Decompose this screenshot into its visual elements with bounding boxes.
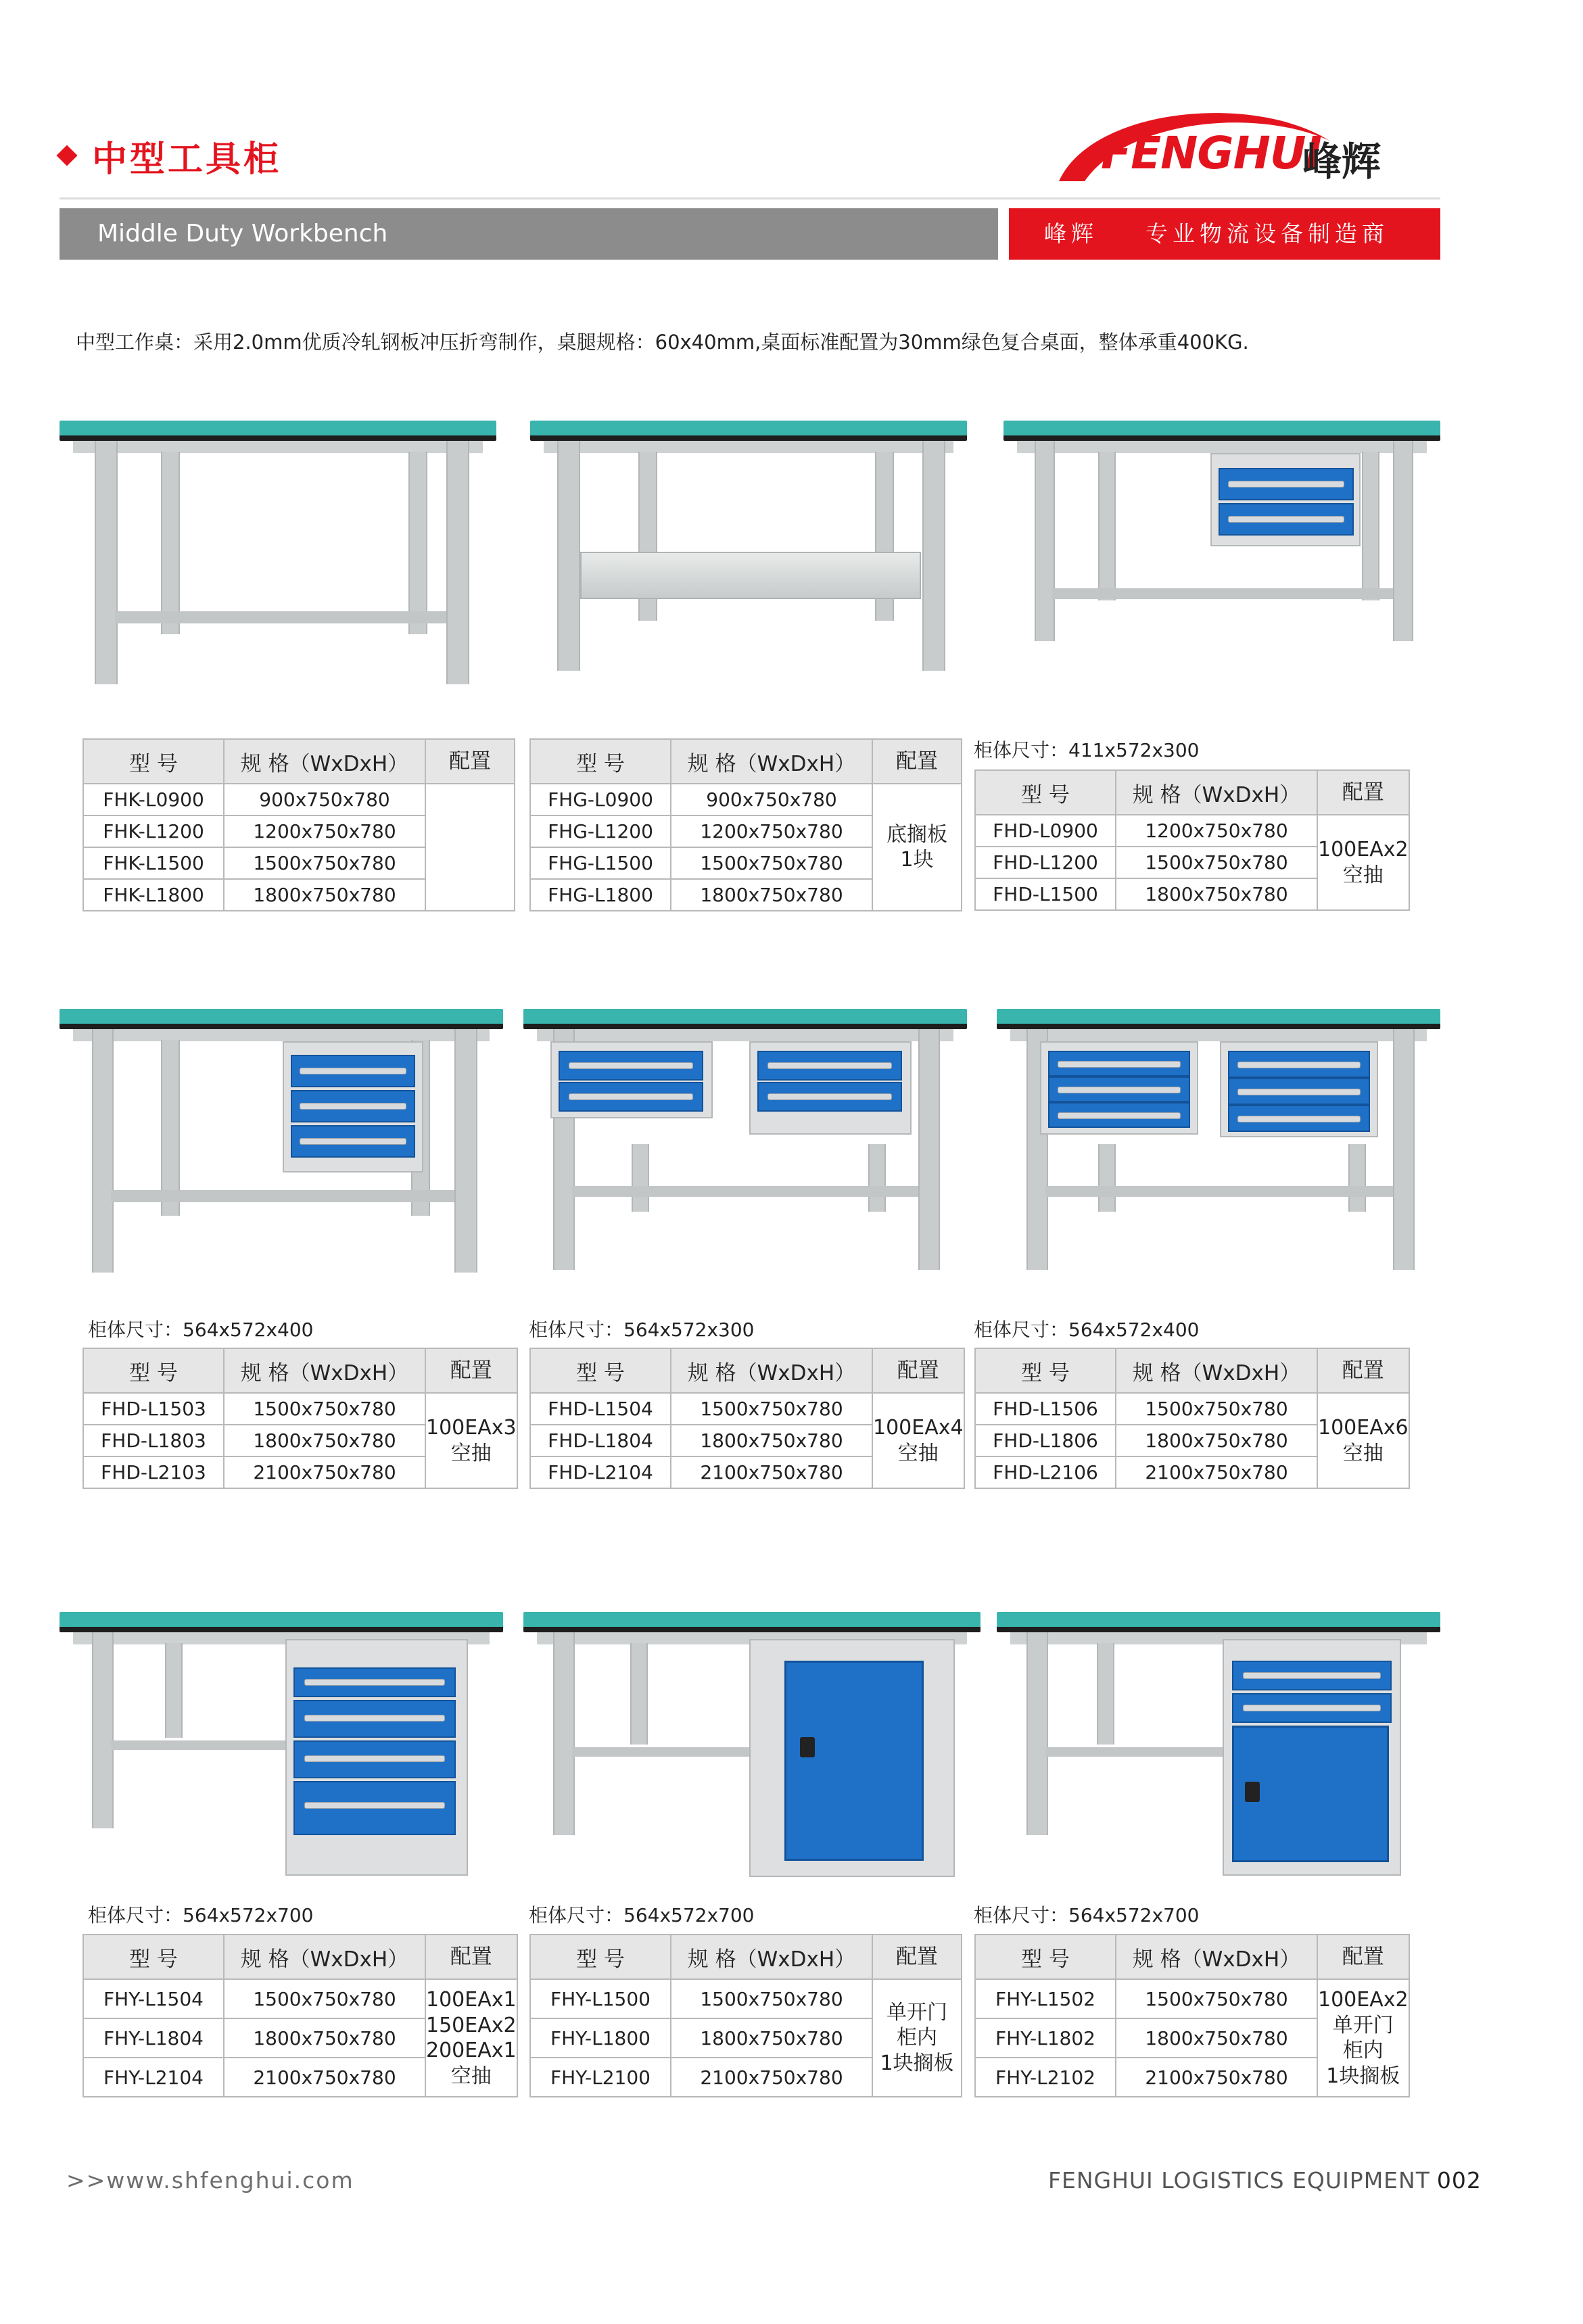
model-cell: FHG-L1200 <box>530 815 671 847</box>
bench-image-6drawers <box>997 1009 1440 1278</box>
model-cell: FHD-L1804 <box>530 1425 671 1456</box>
model-cell: FHD-L2104 <box>530 1456 671 1488</box>
spec-cell: 1800x750x780 <box>671 1425 872 1456</box>
spec-table-fhg <box>529 738 962 911</box>
header-model: 型 号 <box>530 1348 671 1393</box>
footer-company <box>1048 2167 1482 2193</box>
bench-image-2drawers <box>1003 421 1440 637</box>
spec-cell: 1500x750x780 <box>224 1979 425 2018</box>
config-cell: 底搁板 1块 <box>872 784 962 911</box>
config-cell <box>425 784 515 911</box>
bench-image-3drawers <box>60 1009 503 1278</box>
fenghui-logo <box>1052 100 1404 188</box>
header-model: 型 号 <box>975 1935 1116 1979</box>
cabinet-size-caption: 柜体尺寸：564x572x700 <box>529 1904 755 1926</box>
logo-wordmark: FENGHUI <box>1101 127 1321 179</box>
model-cell: FHD-L1803 <box>83 1425 224 1456</box>
model-cell: FHD-L0900 <box>975 815 1116 847</box>
cabinet-size-caption: 柜体尺寸：564x572x400 <box>88 1319 314 1341</box>
cabinet-size-caption: 柜体尺寸：564x572x700 <box>88 1904 314 1926</box>
spec-cell: 1500x750x780 <box>224 847 425 879</box>
config-cell: 100EAx2 单开门 柜内 1块搁板 <box>1317 1979 1409 2097</box>
header-divider <box>60 197 1440 199</box>
model-cell: FHY-L1804 <box>83 2018 224 2058</box>
header-config: 配置 <box>425 739 515 784</box>
model-cell: FHD-L2103 <box>83 1456 224 1488</box>
spec-cell: 1200x750x780 <box>671 815 872 847</box>
slogan-bar <box>1009 208 1440 260</box>
bench-image-cabinet-door <box>523 1612 980 1882</box>
model-cell: FHD-L1500 <box>975 878 1116 910</box>
spec-table-fhd-3 <box>82 1348 518 1489</box>
model-cell: FHK-L1200 <box>83 815 224 847</box>
section-bar <box>60 208 998 260</box>
config-cell: 100EAx3 空抽 <box>425 1393 517 1488</box>
header-model: 型 号 <box>83 1935 224 1979</box>
spec-cell: 1500x750x780 <box>224 1393 425 1425</box>
logo-chinese: 峰辉 <box>1302 139 1381 185</box>
header-config: 配置 <box>425 1935 517 1979</box>
model-cell: FHY-L2102 <box>975 2058 1116 2097</box>
spec-cell: 2100x750x780 <box>1116 2058 1317 2097</box>
header-model: 型 号 <box>530 739 671 784</box>
spec-cell: 2100x750x780 <box>224 1456 425 1488</box>
header-config: 配置 <box>872 739 962 784</box>
header-config: 配置 <box>1317 770 1409 815</box>
bench-image-cabinet-drawers-door <box>997 1612 1440 1882</box>
spec-cell: 1800x750x780 <box>1116 878 1317 910</box>
cabinet-size-caption: 柜体尺寸：411x572x300 <box>974 739 1200 761</box>
spec-table-fhy-drawers-door <box>974 1934 1410 2097</box>
spec-cell: 1200x750x780 <box>224 815 425 847</box>
model-cell: FHK-L0900 <box>83 784 224 815</box>
header-config: 配置 <box>872 1348 964 1393</box>
spec-cell: 1500x750x780 <box>671 1393 872 1425</box>
company-name: FENGHUI LOGISTICS EQUIPMENT <box>1048 2167 1430 2193</box>
spec-cell: 1800x750x780 <box>224 879 425 911</box>
spec-cell: 1800x750x780 <box>224 2018 425 2058</box>
slogan-text: 峰辉 专业物流设备制造商 <box>1044 220 1389 247</box>
bench-image-plain <box>60 421 496 690</box>
header-config: 配置 <box>1317 1935 1409 1979</box>
model-cell: FHY-L1802 <box>975 2018 1116 2058</box>
header-spec: 规 格（WxDxH） <box>671 739 872 784</box>
header-spec: 规 格（WxDxH） <box>671 1935 872 1979</box>
model-cell: FHK-L1800 <box>83 879 224 911</box>
header-model: 型 号 <box>83 739 224 784</box>
model-cell: FHY-L1502 <box>975 1979 1116 2018</box>
page-number: 002 <box>1436 2167 1482 2193</box>
spec-cell: 900x750x780 <box>671 784 872 815</box>
spec-cell: 1500x750x780 <box>671 1979 872 2018</box>
bench-image-cabinet-4drawers <box>60 1612 503 1882</box>
model-cell: FHD-L1503 <box>83 1393 224 1425</box>
page-title: 中型工具柜 <box>92 139 282 180</box>
spec-cell: 1800x750x780 <box>671 879 872 911</box>
website-link[interactable]: >>www.shfenghui.com <box>66 2167 354 2193</box>
diamond-bullet-icon <box>56 145 77 166</box>
spec-cell: 2100x750x780 <box>671 2058 872 2097</box>
config-cell: 100EAx1 150EAx2 200EAx1 空抽 <box>425 1979 517 2097</box>
spec-cell: 1500x750x780 <box>1116 847 1317 878</box>
section-subtitle: Middle Duty Workbench <box>97 220 388 247</box>
spec-cell: 1200x750x780 <box>1116 815 1317 847</box>
model-cell: FHG-L0900 <box>530 784 671 815</box>
spec-table-fhd-4 <box>529 1348 965 1489</box>
spec-table-fhk <box>82 738 515 911</box>
model-cell: FHD-L1806 <box>975 1425 1116 1456</box>
spec-cell: 2100x750x780 <box>1116 1456 1317 1488</box>
page-heading <box>60 128 281 183</box>
config-cell: 100EAx2 空抽 <box>1317 815 1409 910</box>
bench-image-shelf <box>530 421 967 690</box>
spec-table-fhd-2 <box>974 769 1410 911</box>
bench-image-4drawers <box>523 1009 967 1278</box>
spec-cell: 2100x750x780 <box>671 1456 872 1488</box>
spec-table-fhd-6 <box>974 1348 1410 1489</box>
spec-table-fhy-door <box>529 1934 962 2097</box>
spec-cell: 1800x750x780 <box>1116 1425 1317 1456</box>
model-cell: FHY-L1800 <box>530 2018 671 2058</box>
spec-cell: 1500x750x780 <box>1116 1979 1317 2018</box>
model-cell: FHY-L2100 <box>530 2058 671 2097</box>
spec-cell: 2100x750x780 <box>224 2058 425 2097</box>
config-cell: 100EAx4 空抽 <box>872 1393 964 1488</box>
cabinet-size-caption: 柜体尺寸：564x572x300 <box>529 1319 755 1341</box>
product-description: 中型工作桌：采用2.0mm优质冷轧钢板冲压折弯制作，桌腿规格：60x40mm,桌面标准配置为30mm绿色复合桌面，整体承重400KG. <box>76 331 1249 354</box>
model-cell: FHD-L1506 <box>975 1393 1116 1425</box>
header-config: 配置 <box>1317 1348 1409 1393</box>
spec-table-fhy-drawers <box>82 1934 518 2097</box>
spec-cell: 1800x750x780 <box>671 2018 872 2058</box>
header-model: 型 号 <box>975 1348 1116 1393</box>
spec-cell: 900x750x780 <box>224 784 425 815</box>
spec-cell: 1800x750x780 <box>224 1425 425 1456</box>
spec-cell: 1800x750x780 <box>1116 2018 1317 2058</box>
header-spec: 规 格（WxDxH） <box>224 739 425 784</box>
model-cell: FHY-L1504 <box>83 1979 224 2018</box>
model-cell: FHY-L1500 <box>530 1979 671 2018</box>
header-model: 型 号 <box>83 1348 224 1393</box>
header-config: 配置 <box>425 1348 517 1393</box>
header-spec: 规 格（WxDxH） <box>224 1348 425 1393</box>
cabinet-size-caption: 柜体尺寸：564x572x400 <box>974 1319 1200 1341</box>
header-spec: 规 格（WxDxH） <box>671 1348 872 1393</box>
model-cell: FHY-L2104 <box>83 2058 224 2097</box>
spec-cell: 1500x750x780 <box>1116 1393 1317 1425</box>
model-cell: FHG-L1500 <box>530 847 671 879</box>
spec-cell: 1500x750x780 <box>671 847 872 879</box>
cabinet-size-caption: 柜体尺寸：564x572x700 <box>974 1904 1200 1926</box>
header-spec: 规 格（WxDxH） <box>1116 770 1317 815</box>
model-cell: FHD-L2106 <box>975 1456 1116 1488</box>
model-cell: FHG-L1800 <box>530 879 671 911</box>
model-cell: FHD-L1200 <box>975 847 1116 878</box>
model-cell: FHK-L1500 <box>83 847 224 879</box>
config-cell: 单开门 柜内 1块搁板 <box>872 1979 962 2097</box>
header-model: 型 号 <box>975 770 1116 815</box>
model-cell: FHD-L1504 <box>530 1393 671 1425</box>
header-spec: 规 格（WxDxH） <box>1116 1935 1317 1979</box>
header-spec: 规 格（WxDxH） <box>1116 1348 1317 1393</box>
header-model: 型 号 <box>530 1935 671 1979</box>
config-cell: 100EAx6 空抽 <box>1317 1393 1409 1488</box>
header-spec: 规 格（WxDxH） <box>224 1935 425 1979</box>
header-config: 配置 <box>872 1935 962 1979</box>
